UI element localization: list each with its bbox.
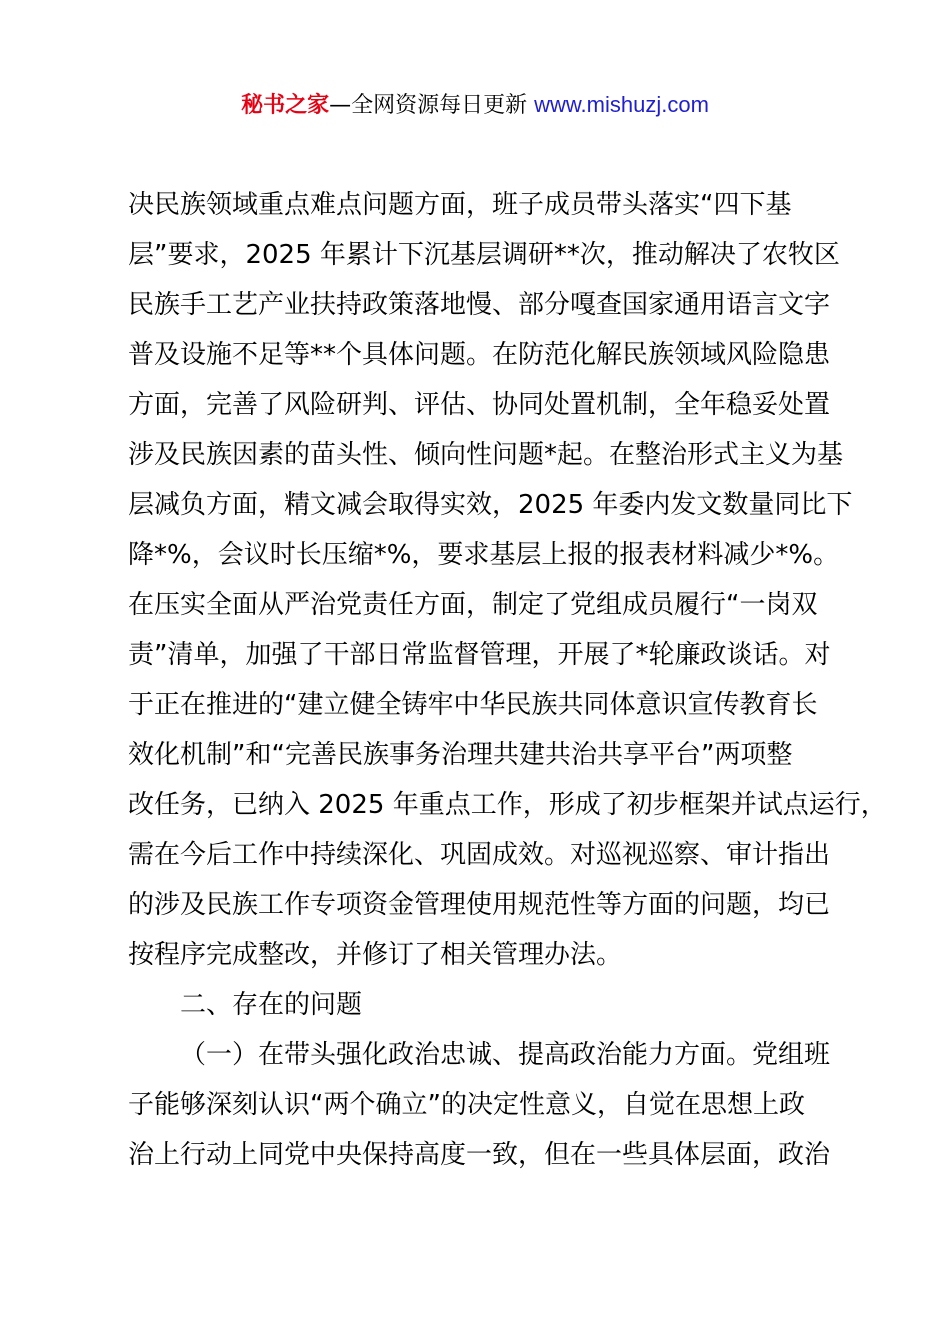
page-header bbox=[0, 89, 950, 122]
text-line: 效化机制”和“完善民族事务治理共建共治共享平台”两项整 bbox=[128, 740, 793, 770]
text-line: 子能够深刻认识“两个确立”的决定性意义，自觉在思想上政 bbox=[128, 1090, 805, 1120]
header-url-link[interactable]: www.mishuzj.com bbox=[534, 92, 709, 117]
text-line: 决民族领域重点难点问题方面，班子成员带头落实“四下基 bbox=[128, 190, 792, 220]
text-line: 按程序完成整改，并修订了相关管理办法。 bbox=[128, 940, 623, 970]
text-line: 民族手工艺产业扶持政策落地慢、部分嘎查国家通用语言文字 bbox=[128, 290, 831, 320]
text-line: 的涉及民族工作专项资金管理使用规范性等方面的问题，均已 bbox=[128, 890, 831, 920]
text-line: 改任务，已纳入 2025 年重点工作，形成了初步框架并试点运行， bbox=[128, 790, 887, 820]
text-line: 需在今后工作中持续深化、巩固成效。对巡视巡察、审计指出 bbox=[128, 840, 831, 870]
document-body bbox=[128, 180, 887, 1180]
text-line: 层”要求，2025 年累计下沉基层调研**次，推动解决了农牧区 bbox=[128, 240, 840, 270]
text-line: （一）在带头强化政治忠诚、提高政治能力方面。党组班 bbox=[180, 1040, 831, 1070]
text-line: 涉及民族因素的苗头性、倾向性问题*起。在整治形式主义为基 bbox=[128, 440, 844, 470]
text-line: 层减负方面，精文减会取得实效，2025 年委内发文数量同比下 bbox=[128, 490, 853, 520]
text-line: 于正在推进的“建立健全铸牢中华民族共同体意识宣传教育长 bbox=[128, 690, 818, 720]
text-line: 治上行动上同党中央保持高度一致，但在一些具体层面，政治 bbox=[128, 1140, 831, 1170]
text-line: 责”清单，加强了干部日常监督管理，开展了*轮廉政谈话。对 bbox=[128, 640, 831, 670]
text-line: 在压实全面从严治党责任方面，制定了党组成员履行“一岗双 bbox=[128, 590, 818, 620]
text-line: 方面，完善了风险研判、评估、协同处置机制，全年稳妥处置 bbox=[128, 390, 831, 420]
section-heading: 二、存在的问题 bbox=[180, 990, 363, 1020]
text-line: 降*%，会议时长压缩*%，要求基层上报的报表材料减少*%。 bbox=[128, 540, 840, 570]
brand-name: 秘书之家 bbox=[241, 93, 330, 118]
header-tagline: —全网资源每日更新 bbox=[329, 93, 535, 118]
text-line: 普及设施不足等**个具体问题。在防范化解民族领域风险隐患 bbox=[128, 340, 831, 370]
